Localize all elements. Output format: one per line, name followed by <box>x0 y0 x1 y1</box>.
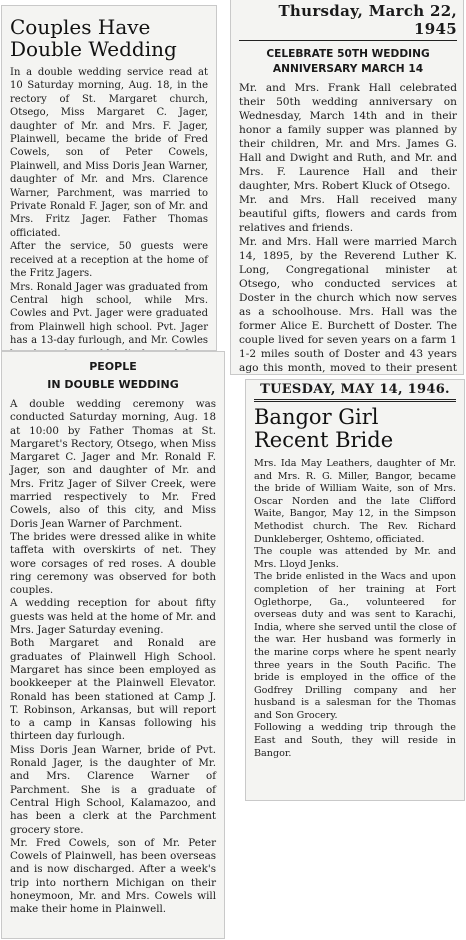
clipping-headline: Couples Have Double Wedding <box>10 15 177 61</box>
divider <box>239 40 457 41</box>
clipping-body: Mrs. Ida May Leathers, daughter of Mr. and Mrs. R. G. Miller, Bangor, became the bride of William Waite, son of Mrs. Oscar Norden and the late Clifford Waite, Bangor, May 12, in the Simpson Methodist church. The Rev. Richard Dunkleberger, Oshtemo, officiated. The couple was attended by Mr. and Mrs. Lloyd Jenks. The bride enlisted in the Wacs and upon completion of her training at Fort Oglethorpe, Ga., volunteered for overseas duty and was sent to Karachi, India, where she served until the close of the war. Her husband was formerly in the marine corps where he spent nearly three years in the South Pacific. The bride is employed in the office of the Godfrey Drilling company and her husband is a salesman for the Thomas and Son Grocery. Following a wedding trip through the East and South, they will reside in Bangor. <box>254 458 456 759</box>
clipping-bangor-girl-recent-bride <box>246 380 464 800</box>
divider <box>254 399 456 402</box>
clipping-headline: Bangor Girl Recent Bride <box>254 405 394 452</box>
clipping-body: In a double wedding service read at 10 Saturday morning, Aug. 18, in the rectory of St. Margaret church, Otsego, Miss Margaret C. Jager, daughter of Mr. and Mrs. F. Jager, Plainwell, became the bride of Fred Cowels, son of Peter Cowels, Plainwell, and Miss Doris Jean Warner, daughter of Mr. and Mrs. Clarence Warner, Parchment, was married to Private Ronald F. Jager, son of Mr. and Mrs. Fritz Jager. Father Thomas officiated. After the service, 50 guests were received at a reception at the home of the Fritz Jagers. Mrs. Ronald Jager was graduated from Central high school, while Mrs. Cowles and Pvt. Jager were graduated from Plainwell high school. Pvt. Jager has a 13-day furlough, and Mr. Cowles <box>10 67 208 347</box>
clipping-body: Mr. and Mrs. Frank Hall celebrated their 50th wedding anniversary on Wednesday, March 14th and in their honor a family supper was planned by their children, Mr. and Mrs. James G. Hall and Dwight and Ruth, and Mr. and Mrs. F. Laurence Hall and their daughter, Mrs. Robert Kluck of Otsego. Mr. and Mrs. Hall received many beautiful gifts, flowers and cards from relatives and friends. Mr. and Mrs. Hall were married March 14, 1895, by the Reverend Luther K. Long, Congregational minister at Otsego, who conducted services at Doster in the church which now serves as a schoolhouse. Mrs. Hall was the former Alice E. Burchett of Doster. The couple lived for seven years on a farm 1 1-2 miles south of Doster and 43 years ago this month, moved to their present <box>239 82 457 374</box>
clipping-couples-have-double-wedding <box>2 6 216 350</box>
clipping-dateline: Thursday, March 22, 1945 <box>278 2 457 38</box>
clipping-50th-anniversary <box>231 0 463 374</box>
clipping-body: A double wedding ceremony was conducted Saturday morning, Aug. 18 at 10:00 by Father Thomas at St. Margaret's Rectory, Otsego, when Miss Margaret C. Jager and Mr. Ronald F. Jager, son and daughter of Mr. and Mrs. Fritz Jager of Silver Creek, were married respectively to Mr. Fred Cowels, also of this city, and Miss Doris Jean Warner of Parchment. The brides were dressed alike in white taffeta with overskirts of net. They wore corsages of red roses. A double ring ceremony was observed for both couples. A wedding reception for about fifty guests was held at the home of Mr. and Mrs. Jager Saturday evening. Both Margaret and Ronald are graduates of Plainwell High School. Margaret has since been employed as bookkeeper at the Plainwell Elevator. Ronald has been stationed at Camp J. T. Robinson, Arkansas, but will report to a camp in Kansas following his thirteen day furlough. Miss Doris Jean Warner, bride of Pvt. Ronald Jager, is the daughter of Mr. and Mrs. Clarence Warner of Parchment. She is a graduate of Central High School, Kalamazoo, and has been a clerk at the Parchment grocery store. Mr. Fred Cowels, son of Mr. Peter Cowels of Plainwell, has been overseas and is now discharged. After a week's trip into northern Michigan on their honeymoon, Mr. and Mrs. Cowels will make their home in Plainwell. <box>10 398 216 916</box>
clipping-headline: CELEBRATE 50TH WEDDING ANNIVERSARY MARCH 14 <box>266 48 430 75</box>
clipping-people-in-double-wedding <box>2 352 224 938</box>
clipping-dateline: TUESDAY, MAY 14, 1946. <box>260 382 450 397</box>
clipping-headline: PEOPLE IN DOUBLE WEDDING <box>47 360 179 391</box>
